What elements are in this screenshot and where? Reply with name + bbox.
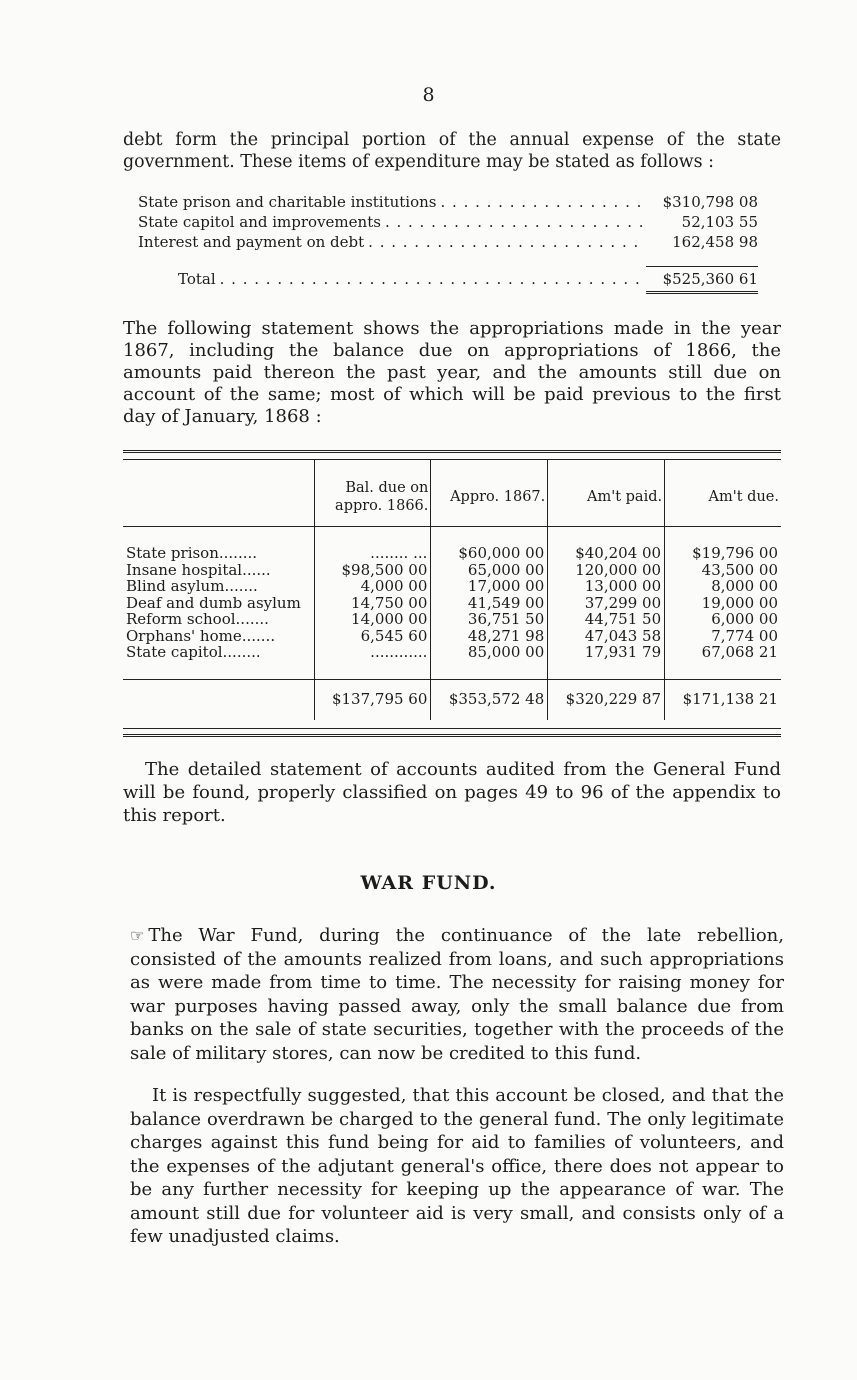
cell-bal-due: 4,000 00 [314, 578, 431, 595]
cell-paid: 17,931 79 [548, 644, 665, 661]
row-label: Deaf and dumb asylum [126, 593, 301, 612]
cell-due: 6,000 00 [665, 611, 781, 628]
table-row [123, 628, 781, 645]
header-amt-due: Am't due. [665, 460, 781, 527]
cell-appro: 48,271 98 [431, 628, 548, 645]
cell-bal-due: ........ ... [314, 545, 431, 562]
detail-text: The detailed statement of accounts audited from the General Fund will be found, properly classified on pages 49 to 96 of the appendix to this report. [123, 759, 781, 826]
total-amount: $525,360 61 [646, 266, 758, 294]
table-bottom-rule [123, 728, 781, 737]
total-bal-due: $137,795 60 [314, 679, 431, 720]
cell-paid: $40,204 00 [548, 545, 665, 562]
row-label: Blind asylum....... [126, 577, 258, 595]
total-label: Total [178, 270, 216, 288]
table-totals-row [123, 679, 781, 720]
table-row [123, 562, 781, 579]
section-title: WAR FUND. [360, 872, 497, 894]
cell-appro: 41,549 00 [431, 595, 548, 612]
cell-appro: 36,751 50 [431, 611, 548, 628]
table-header-row [123, 460, 781, 527]
cell-bal-due: 6,545 60 [314, 628, 431, 645]
expenditure-total [138, 266, 758, 286]
cell-due: $19,796 00 [665, 545, 781, 562]
cell-due: 67,068 21 [665, 644, 781, 661]
totals-label-blank [123, 679, 314, 720]
cell-due: 8,000 00 [665, 578, 781, 595]
expenditure-item [138, 192, 758, 212]
row-label: State capitol........ [126, 643, 261, 661]
expenditure-list [138, 192, 758, 286]
appropriations-paragraph: The following statement shows the appropriations made in the year 1867, including the balance due on appropriations of 1866, the amounts paid thereon the past year, and the amounts still due on account of the same; most of which will be paid previous to the first day of January, 1868 : [123, 318, 781, 427]
cell-paid: 13,000 00 [548, 578, 665, 595]
cell-appro: 17,000 00 [431, 578, 548, 595]
total-appro: $353,572 48 [431, 679, 548, 720]
expenditure-amount: $310,798 08 [662, 193, 758, 211]
table-row [123, 578, 781, 595]
leader-dots [385, 212, 642, 232]
leader-dots [220, 269, 642, 289]
appropriations-table [123, 450, 781, 737]
table-row [123, 611, 781, 628]
cell-due: 43,500 00 [665, 562, 781, 579]
cell-bal-due: $98,500 00 [314, 562, 431, 579]
row-label: Orphans' home....... [126, 626, 276, 645]
expenditure-label: State prison and charitable institutions [138, 193, 437, 211]
table-top-rule [123, 450, 781, 460]
war-fund-paragraph [130, 924, 784, 1065]
cell-appro: 65,000 00 [431, 562, 548, 579]
header-blank [123, 460, 314, 527]
cell-bal-due: 14,750 00 [314, 595, 431, 612]
header-amt-paid: Am't paid. [548, 460, 665, 527]
total-paid: $320,229 87 [548, 679, 665, 720]
pointing-hand-icon: ☞ [130, 926, 145, 945]
expenditure-item [138, 212, 758, 232]
row-label: State prison........ [126, 544, 258, 562]
table-row [123, 545, 781, 562]
expenditure-label: State capitol and improvements [138, 213, 381, 231]
suggestion-paragraph [130, 1084, 784, 1249]
suggestion-text: It is respectfully suggested, that this account be closed, and that the balance overdrawn be charged to the general fund. The only legitimate charges against this fund being for aid to families of volunteers, and the expenses of the adjutant general's office, there does not appear to be any further necessity for keeping up the appearance of war. The amount still due for volunteer aid is very small, and consists only of a few unadjusted claims. [130, 1085, 784, 1247]
table-row [123, 644, 781, 661]
cell-appro: 85,000 00 [431, 644, 548, 661]
page-number: 8 [422, 84, 435, 106]
cell-paid: 44,751 50 [548, 611, 665, 628]
cell-paid: 120,000 00 [548, 562, 665, 579]
cell-due: 19,000 00 [665, 595, 781, 612]
cell-bal-due: 14,000 00 [314, 611, 431, 628]
leader-dots [368, 232, 642, 252]
intro-paragraph: debt form the principal portion of the annual expense of the state government. These items of expenditure may be stated as follows : [123, 130, 781, 172]
expenditure-label: Interest and payment on debt [138, 233, 365, 251]
detail-paragraph [123, 758, 781, 827]
header-appro-1867: Appro. 1867. [431, 460, 548, 527]
expenditure-amount: 162,458 98 [672, 233, 758, 251]
total-due: $171,138 21 [665, 679, 781, 720]
cell-paid: 47,043 58 [548, 628, 665, 645]
row-label: Reform school....... [126, 610, 269, 628]
header-bal-due-1866: Bal. due on appro. 1866. [314, 460, 431, 527]
cell-paid: 37,299 00 [548, 595, 665, 612]
row-label: Insane hospital...... [126, 560, 271, 579]
cell-appro: $60,000 00 [431, 545, 548, 562]
cell-due: 7,774 00 [665, 628, 781, 645]
cell-bal-due: ............ [314, 644, 431, 661]
war-fund-text: The War Fund, during the continuance of the late rebellion, consisted of the amounts realized from loans, and such appropriations as were made from time to time. The necessity for raising money for war purposes having passed away, only the small balance due from banks on the sale of state securities, together with the proceeds of the sale of military stores, can now be credited to this fund. [130, 925, 784, 1064]
expenditure-amount: 52,103 55 [681, 213, 758, 231]
table-row [123, 595, 781, 612]
leader-dots [441, 192, 643, 212]
expenditure-item [138, 232, 758, 252]
